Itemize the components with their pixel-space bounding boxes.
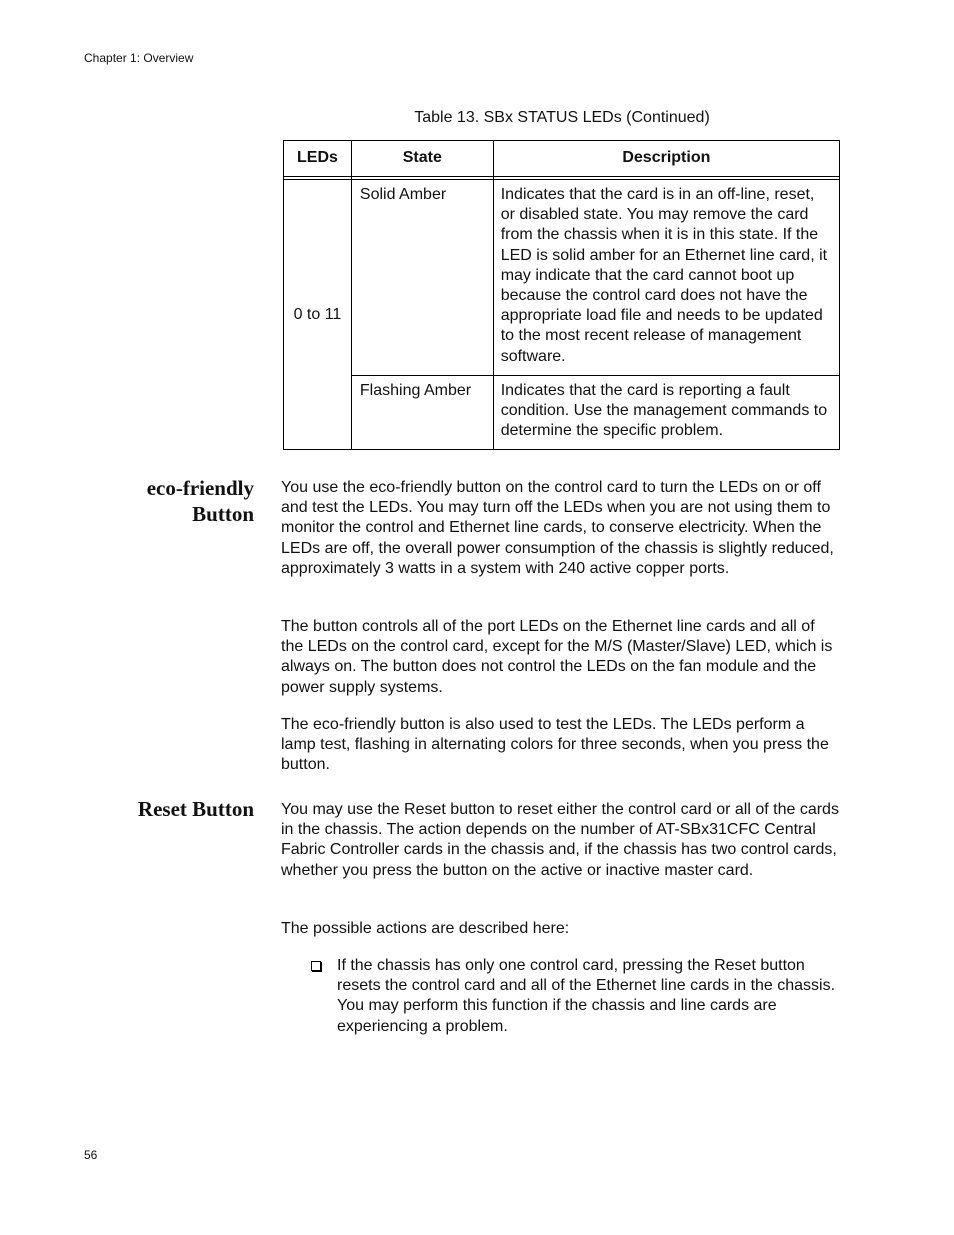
description-cell: Indicates that the card is in an off-line, reset, or disabled state. You may remove the card from the chassis when it is in this state. If the LED is solid amber for an Ethernet line card, it may indicate that the card cannot boot up because the control card does not have the appropriate load file and needs to be updated to the most recent release of management software. [493, 180, 839, 376]
reset-bullet-item: If the chassis has only one control card, pressing the Reset button resets the control card and all of the Ethernet line cards in the chassis. You may perform this function if the chassis and line cards are experiencing a problem. [337, 957, 836, 1035]
eco-paragraph-3: The eco-friendly button is also used to test the LEDs. The LEDs perform a lamp test, flashing in alternating colors for three seconds, when you press the button. [281, 716, 829, 774]
header-leds: LEDs [284, 141, 352, 177]
checkbox-bullet-icon [311, 961, 321, 971]
reset-button-heading: Reset Button [137, 797, 254, 821]
state-cell: Flashing Amber [351, 375, 493, 450]
state-cell: Solid Amber [351, 180, 493, 376]
eco-friendly-heading: eco-friendly Button [146, 476, 254, 526]
reset-paragraph-2: The possible actions are described here: [281, 920, 570, 937]
eco-paragraph-1: You use the eco-friendly button on the control card to turn the LEDs on or off and test the LEDs. You may turn off the LEDs when you are not using them to monitor the control and Ethernet line cards, to conserve electricity. When the LEDs are off, the overall power consumption of the chassis is slightly reduced, approximately 3 watts in a system with 240 active copper ports. [281, 479, 834, 577]
eco-paragraph-2: The button controls all of the port LEDs on the Ethernet line cards and all of the LEDs on the control card, except for the M/S (Master/Slave) LED, which is always on. The button does not control the LEDs on the fan module and the power supply systems. [281, 618, 833, 696]
table-caption: Table 13. SBx STATUS LEDs (Continued) [414, 109, 710, 126]
status-leds-table [283, 140, 840, 450]
reset-paragraph-1: You may use the Reset button to reset either the control card or all of the cards in the chassis. The action depends on the number of AT-SBx31CFC Central Fabric Controller cards in the chassis and, if the chassis has two control cards, whether you press the button on the active or inactive master card. [281, 801, 839, 879]
table-header-row [284, 141, 840, 177]
page-number: 56 [84, 1148, 98, 1162]
description-cell: Indicates that the card is reporting a fault condition. Use the management commands to determine the specific problem. [493, 375, 839, 450]
header-state: State [351, 141, 493, 177]
led-range-cell: 0 to 11 [284, 180, 352, 450]
table-row [284, 375, 840, 450]
chapter-header: Chapter 1: Overview [84, 51, 194, 65]
header-description: Description [493, 141, 839, 177]
table-row [284, 180, 840, 376]
